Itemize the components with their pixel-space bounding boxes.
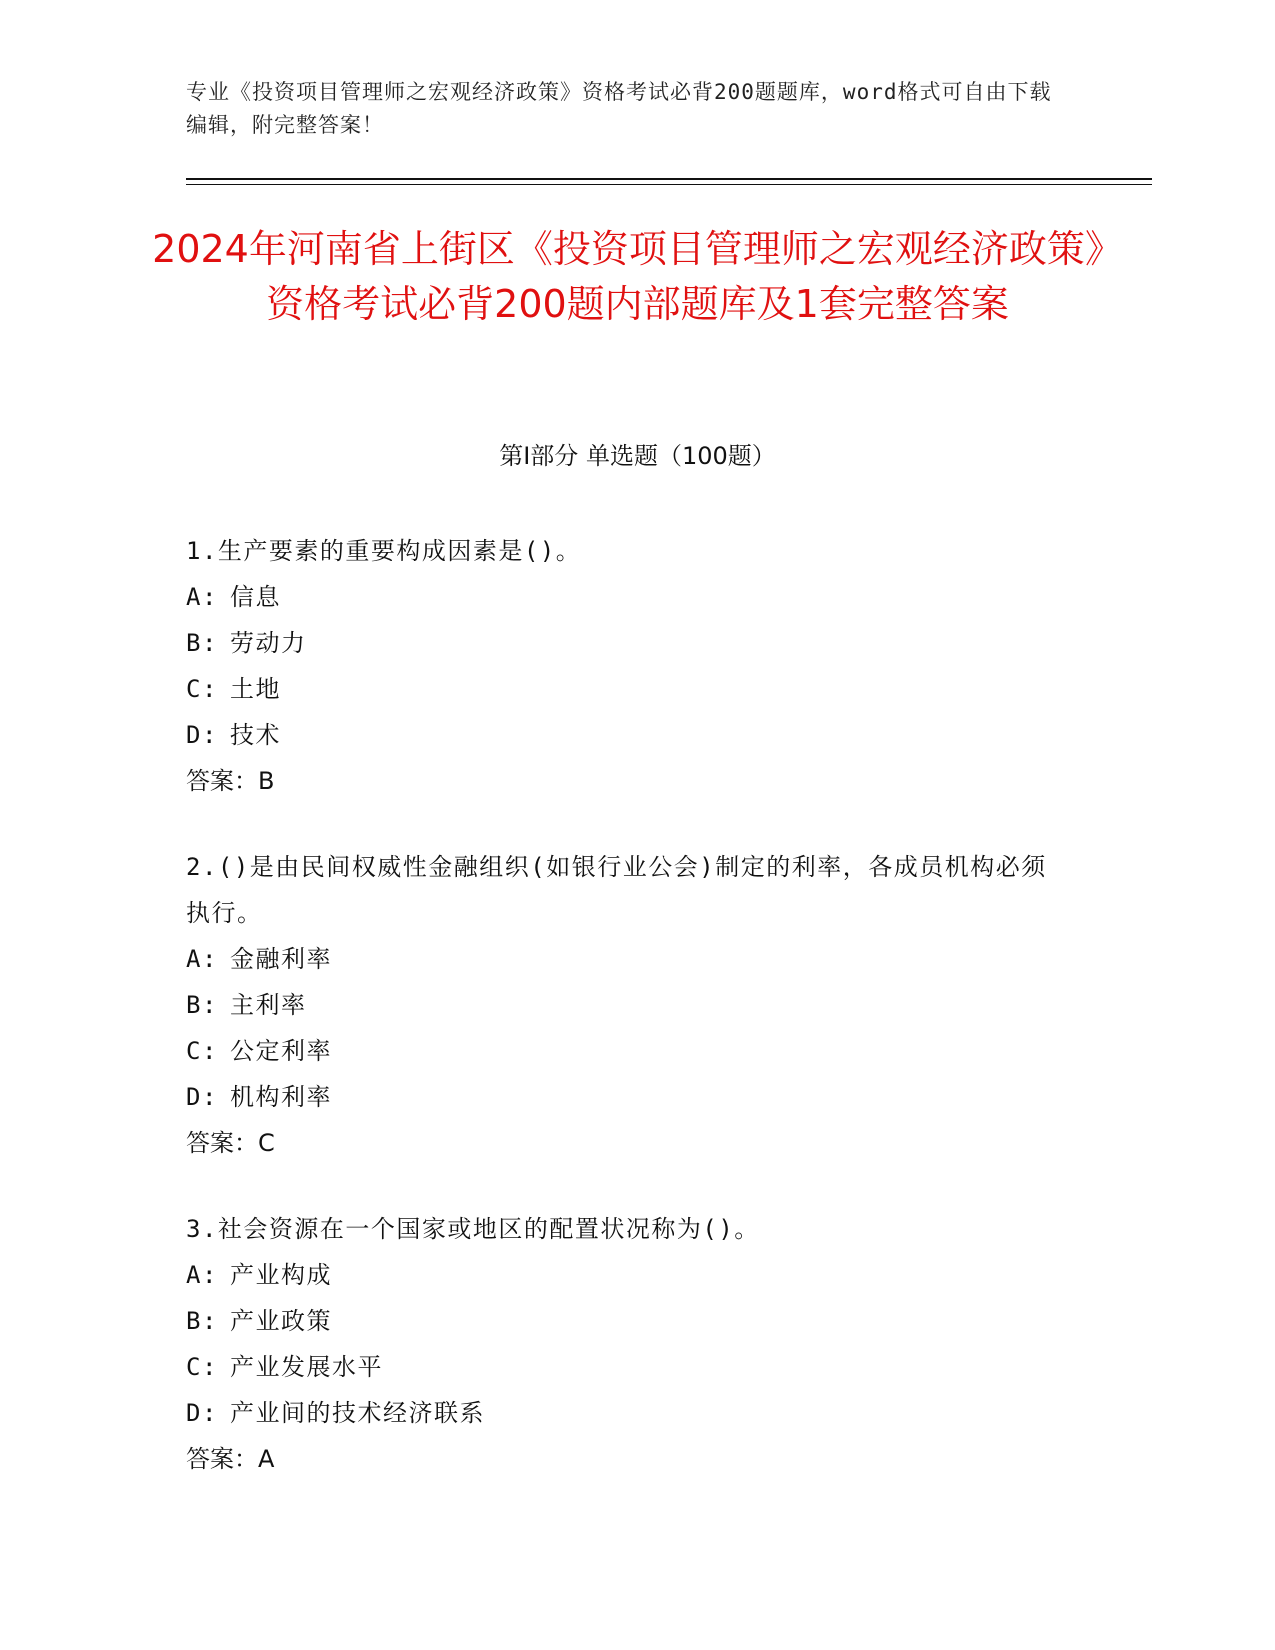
answer-line: 答案：C [186, 1129, 275, 1157]
option-text: 产业构成 [230, 1261, 332, 1289]
option-key: B: [186, 629, 218, 657]
option-a [186, 574, 1066, 620]
answer-line: 答案：A [186, 1445, 275, 1473]
option-a [186, 936, 1066, 982]
header-rule-thick [186, 178, 1152, 180]
option-text: 产业间的技术经济联系 [230, 1399, 485, 1427]
header-rule-thin [186, 184, 1152, 185]
question-3 [186, 1206, 1066, 1482]
option-key: B: [186, 991, 218, 1019]
option-a [186, 1252, 1066, 1298]
option-d [186, 1390, 1066, 1436]
question-list [186, 528, 1066, 1522]
option-text: 信息 [230, 583, 281, 611]
option-text: 劳动力 [230, 629, 307, 657]
option-key: C: [186, 1037, 218, 1065]
option-b [186, 1298, 1066, 1344]
document-title: 2024年河南省上街区《投资项目管理师之宏观经济政策》资格考试必背200题内部题库及1套完整答案 [152, 227, 1123, 326]
option-c [186, 666, 1066, 712]
question-stem: 1.生产要素的重要构成因素是()。 [186, 537, 582, 565]
header-note: 专业《投资项目管理师之宏观经济政策》资格考试必背200题题库，word格式可自由下载编辑，附完整答案！ [186, 80, 1052, 137]
option-d [186, 1074, 1066, 1120]
option-key: D: [186, 721, 218, 749]
option-text: 技术 [230, 721, 281, 749]
option-key: C: [186, 1353, 218, 1381]
option-text: 主利率 [230, 991, 307, 1019]
option-c [186, 1028, 1066, 1074]
option-c [186, 1344, 1066, 1390]
option-text: 产业发展水平 [230, 1353, 383, 1381]
answer-line: 答案：B [186, 767, 275, 795]
question-stem: 3.社会资源在一个国家或地区的配置状况称为()。 [186, 1215, 760, 1243]
option-b [186, 620, 1066, 666]
question-1 [186, 528, 1066, 804]
option-text: 土地 [230, 675, 281, 703]
option-key: B: [186, 1307, 218, 1335]
option-text: 机构利率 [230, 1083, 332, 1111]
option-b [186, 982, 1066, 1028]
option-key: D: [186, 1083, 218, 1111]
option-text: 产业政策 [230, 1307, 332, 1335]
option-key: C: [186, 675, 218, 703]
option-key: A: [186, 945, 218, 973]
option-key: D: [186, 1399, 218, 1427]
option-d [186, 712, 1066, 758]
option-text: 公定利率 [230, 1037, 332, 1065]
option-text: 金融利率 [230, 945, 332, 973]
section-heading: 第Ⅰ部分 单选题（100题） [499, 442, 776, 470]
option-key: A: [186, 1261, 218, 1289]
question-2 [186, 844, 1066, 1166]
option-key: A: [186, 583, 218, 611]
question-stem: 2.()是由民间权威性金融组织(如银行业公会)制定的利率，各成员机构必须执行。 [186, 853, 1047, 927]
